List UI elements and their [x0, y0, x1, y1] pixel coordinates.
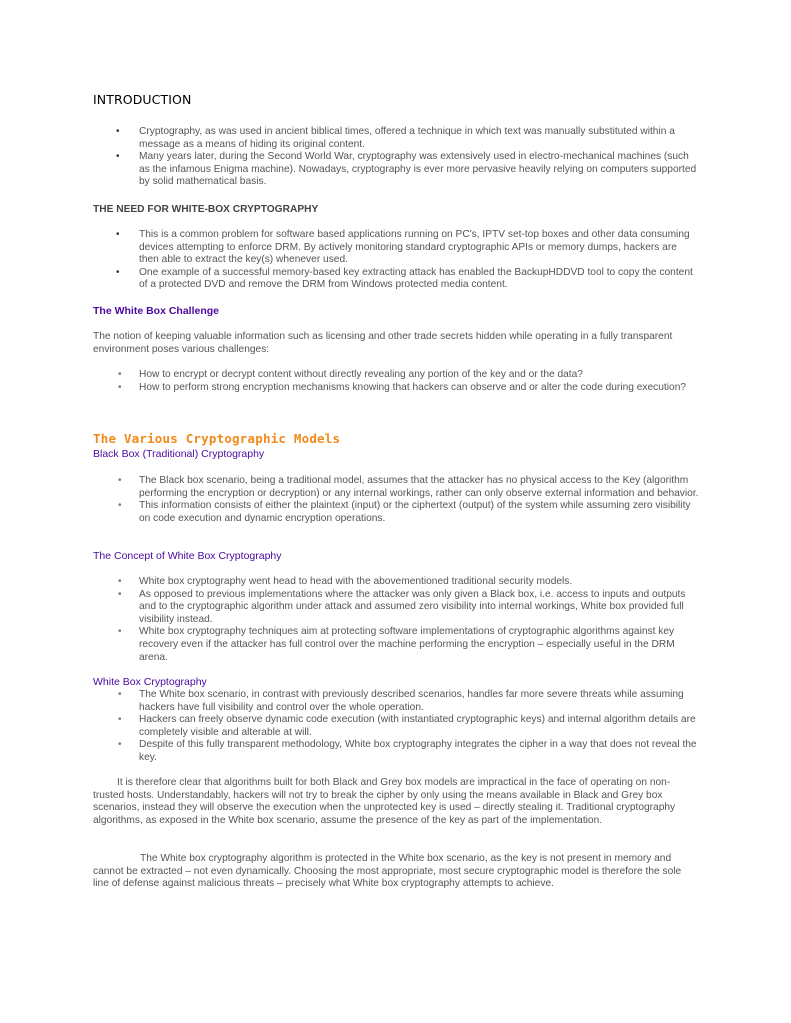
bullet-icon: • [116, 126, 120, 137]
conclusion-paragraph-2: The White box cryptography algorithm is protected in the White box scenario, as the key is not present in memory and cannot be extracted – not even dynamically. Choosing the most appropriate, most secure cryptographic model is therefore the sole line of defense against malicious threats – precisely what White box cryptography attempts to achieve. [93, 853, 682, 890]
introduction-heading: INTRODUCTION [93, 92, 192, 107]
bullet-icon: • [118, 714, 122, 726]
bullet-icon: • [118, 576, 122, 587]
list-item: • Cryptography, as was used in ancient biblical times, offered a technique in which text was manually substituted within a message as a means of hiding its original content. [116, 126, 675, 150]
concept-bullet-list [93, 576, 699, 664]
list-item: • The Black box scenario, being a traditional model, assumes that the attacker has no physical access to the Key (algorithm performing the encryption or decryption) or any internal workings, rather can only observe external information and behavior. [118, 475, 699, 499]
challenge-bullet-list [93, 369, 699, 394]
list-item: • This information consists of either the plaintext (input) or the ciphertext (output) of the system while assuming zero visibility on code execution and dynamic encryption operations. [118, 500, 691, 524]
list-item: • One example of a successful memory-based key extracting attack has enabled the BackupHDDVD tool to copy the content of a protected DVD and remove the DRM from Windows protected media content. [116, 266, 693, 291]
bullet-icon: • [118, 739, 122, 751]
list-item: • White box cryptography went head to head with the abovementioned traditional security models. [118, 576, 573, 587]
challenge-heading: The White Box Challenge [93, 305, 220, 317]
bullet-icon: • [116, 266, 120, 278]
bullet-icon: • [118, 588, 122, 600]
bullet-icon: • [118, 626, 122, 638]
list-item: • As opposed to previous implementations where the attacker was only given a Black box, i.e. access to inputs and outputs and to the cryptographic algorithm under attack and assumed zero visibility into internal workings, White box provided full visibility instead. [118, 588, 686, 625]
list-item: • Many years later, during the Second World War, cryptography was extensively used in electro-mechanical machines (such as the infamous Enigma machine). Nowadays, cryptography is ever more pervasive heavily relying on computers supported by solid mathematical basis. [116, 151, 697, 188]
bullet-icon: • [118, 689, 122, 700]
challenge-paragraph: The notion of keeping valuable information such as licensing and other trade secrets hidden while operating in a fully transparent environment poses various challenges: [93, 331, 673, 355]
need-bullet-list [93, 229, 699, 292]
conclusion-paragraph-1: It is therefore clear that algorithms built for both Black and Grey box models are impractical in the face of operating on non-trusted hosts. Understandably, hackers will not try to break the cipher by only using the means available in Black and Grey box scenarios, instead they will observe the execution when the unprotected key is used – directly stealing it. Traditional cryptography algorithms, as exposed in the White box scenario, assume the presence of the key as part of the implementation. [93, 777, 676, 826]
list-item: • Despite of this fully transparent methodology, White box cryptography integrates the cipher in a way that does not reveal the key. [118, 739, 697, 763]
list-item: • How to encrypt or decrypt content without directly revealing any portion of the key and or the data? [118, 369, 583, 380]
need-heading: THE NEED FOR WHITE-BOX CRYPTOGRAPHY [93, 204, 319, 215]
blackbox-heading: Black Box (Traditional) Cryptography [93, 448, 265, 460]
list-item: • This is a common problem for software based applications running on PC's, IPTV set-top boxes and other data consuming devices attempting to enforce DRM. By actively monitoring standard cryptographic APIs or memory dumps, hackers are then able to extract the key(s) whenever used. [116, 229, 690, 266]
list-item: • How to perform strong encryption mechanisms knowing that hackers can observe and or alter the code during execution? [118, 381, 687, 393]
whitebox-heading: White Box Cryptography [93, 676, 207, 688]
list-item: • Hackers can freely observe dynamic code execution (with instantiated cryptographic keys) and internal algorithm details are completely visible and alterable at will. [118, 714, 696, 738]
bullet-icon: • [118, 369, 122, 380]
models-heading: The Various Cryptographic Models [93, 431, 341, 446]
bullet-icon: • [116, 229, 120, 240]
whitebox-bullet-list [93, 689, 699, 765]
bullet-icon: • [118, 500, 122, 512]
concept-heading: The Concept of White Box Cryptography [93, 550, 282, 562]
list-item: • The White box scenario, in contrast with previously described scenarios, handles far more severe threats while assuming hackers have full visibility and control over the whole operation. [118, 689, 684, 713]
bullet-icon: • [116, 151, 120, 163]
bullet-icon: • [118, 381, 122, 393]
blackbox-bullet-list [93, 475, 699, 525]
list-item: • White box cryptography techniques aim at protecting software implementations of cryptographic algorithms against key recovery even if the attacker has full control over the machine performing the encryption – especially useful in the DRM arena. [118, 626, 675, 663]
intro-bullet-list [93, 126, 699, 189]
bullet-icon: • [118, 475, 122, 486]
